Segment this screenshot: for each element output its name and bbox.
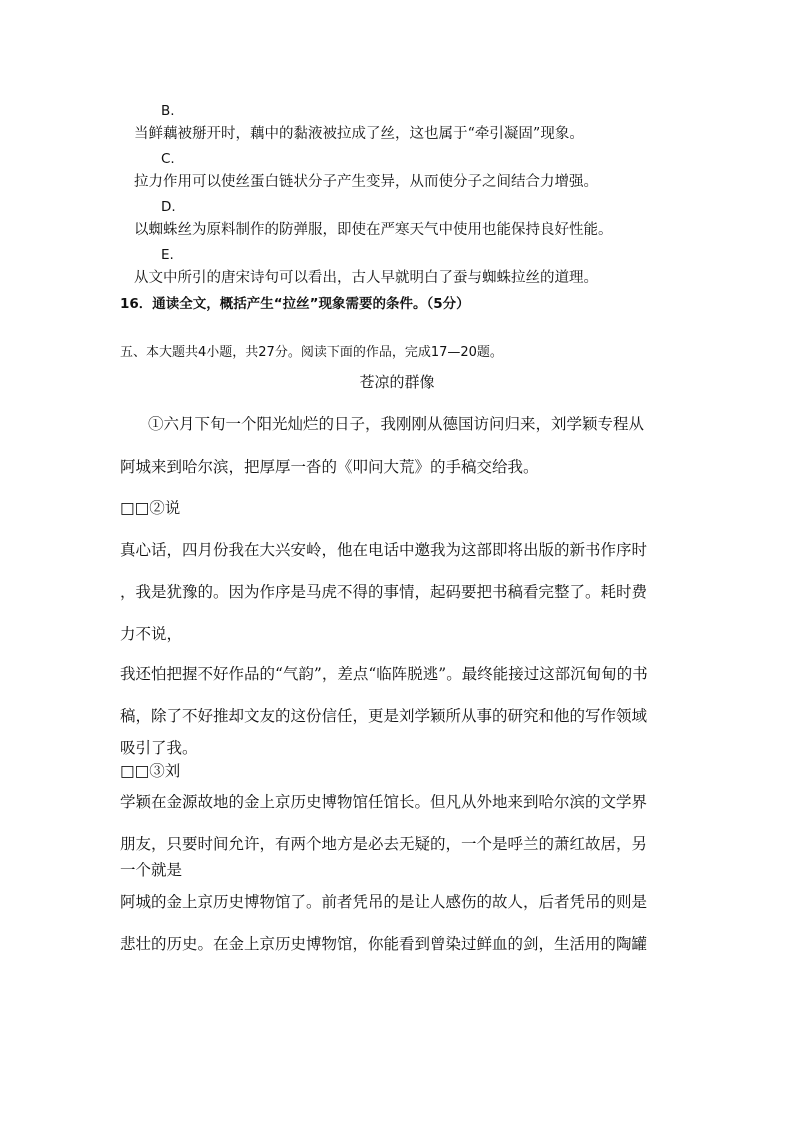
question-16: 16．通读全文，概括产生“拉丝”现象需要的条件。（5分） <box>120 296 470 312</box>
option-letter: C. <box>161 151 175 167</box>
paragraph-line: 我还怕把握不好作品的“气韵”，差点“临阵脱逃”。最终能接过这部沉甸甸的书 <box>120 665 648 683</box>
paragraph-line: 力不说， <box>120 625 183 643</box>
paragraph-line: 吸引了我。 <box>120 739 198 757</box>
option-text: 当鲜藕被掰开时，藕中的黏液被拉成了丝，这也属于“牵引凝固”现象。 <box>134 126 584 142</box>
paragraph-line: 阿城来到哈尔滨，把厚厚一沓的《叩问大荒》的手稿交给我。 <box>120 458 539 476</box>
option-text: 以蜘蛛丝为原料制作的防弹服，即使在严寒天气中使用也能保持良好性能。 <box>134 222 613 238</box>
paragraph-line: 朋友，只要时间允许，有两个地方是必去无疑的，一个是呼兰的萧红故居，另 <box>120 835 648 853</box>
option-text: 从文中所引的唐宋诗句可以看出，古人早就明白了蚕与蜘蛛拉丝的道理。 <box>134 270 598 286</box>
option-text: 拉力作用可以使丝蛋白链状分子产生变异，从而使分子之间结合力增强。 <box>134 174 598 190</box>
paragraph-line: □□③刘 <box>120 762 181 780</box>
paragraph-line: □□②说 <box>120 499 181 517</box>
paragraph-line: ①六月下旬一个阳光灿烂的日子，我刚刚从德国访问归来，刘学颖专程从 <box>148 415 645 433</box>
paragraph-line: 阿城的金上京历史博物馆了。前者凭吊的是让人感伤的故人，后者凭吊的则是 <box>120 893 648 911</box>
paragraph-line: 悲壮的历史。在金上京历史博物馆，你能看到曾染过鲜血的剑，生活用的陶罐 <box>120 935 648 953</box>
paragraph-line: 一个就是 <box>120 861 183 879</box>
section-heading: 五、本大题共4小题，共27分。阅读下面的作品，完成17—20题。 <box>120 345 503 360</box>
paragraph-line: ，我是犹豫的。因为作序是马虎不得的事情，起码要把书稿看完整了。耗时费 <box>120 583 648 601</box>
paragraph-line: 稿，除了不好推却文友的这份信任，更是刘学颖所从事的研究和他的写作领域 <box>120 707 648 725</box>
article-title: 苍凉的群像 <box>359 373 435 391</box>
option-letter: B. <box>161 103 175 119</box>
option-letter: D. <box>161 199 176 215</box>
paragraph-line: 真心话，四月份我在大兴安岭，他在电话中邀我为这部即将出版的新书作序时 <box>120 541 648 559</box>
paragraph-line: 学颖在金源故地的金上京历史博物馆任馆长。但凡从外地来到哈尔滨的文学界 <box>120 793 648 811</box>
option-letter: E. <box>161 247 174 263</box>
